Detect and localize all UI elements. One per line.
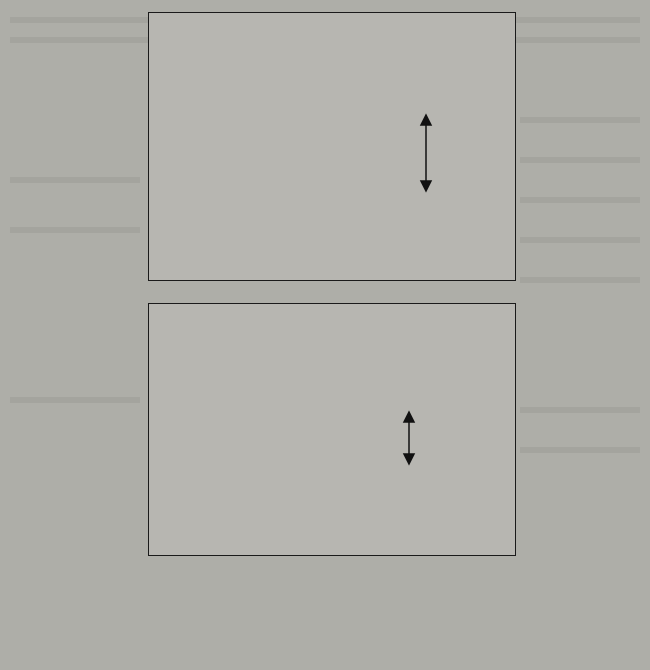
atom-diagram-bottom bbox=[149, 304, 515, 555]
diagram-panel-one-layer bbox=[148, 12, 516, 281]
diagram-panel-two-layer bbox=[148, 303, 516, 556]
atom-diagram-top bbox=[149, 13, 515, 280]
